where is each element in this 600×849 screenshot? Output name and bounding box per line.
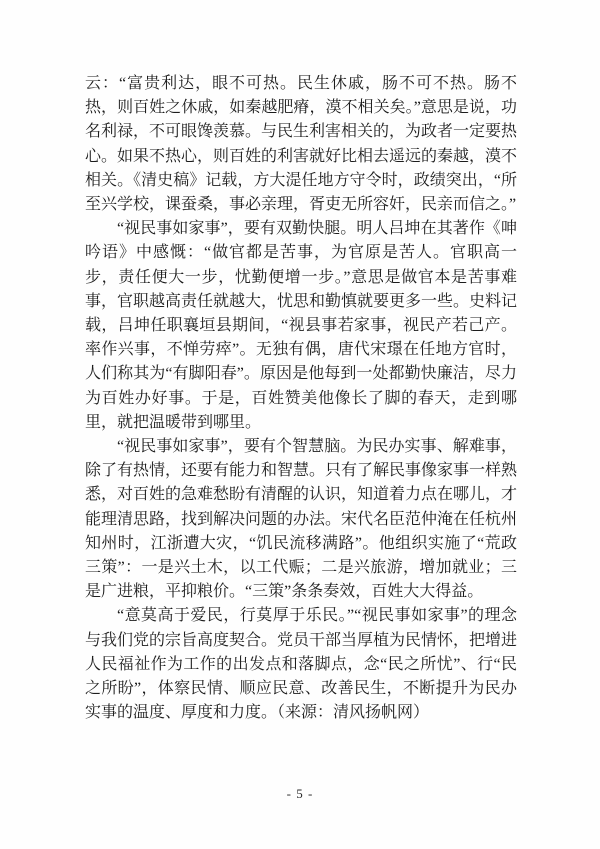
paragraph-continuation: 云：“富贵利达，眼不可热。民生休戚，肠不可不热。肠不热，则百姓之休戚，如秦越肥瘠，漠不相关矣。”意思是说，功名利禄，不可眼馋羡慕。与民生利害相关的，为政者一定要热心。如果不热心，则百姓的利害就好比相去遥远的秦越，漠不相关。《清史稿》记载，方大湜任地方守令时，政绩突出，“所至兴学校，课蚕桑，事必亲理，胥吏无所容奸，民亲而信之。” <box>85 75 518 214</box>
paragraph: “视民事如家事”，要有双勤快腿。明人吕坤在其著作《呻吟语》中感慨：“做官都是苦事，为官原是苦人。官职高一步，责任便大一步，忧勤便增一步。”意思是做官本是苦事难事，官职越高责任就越大，忧思和勤慎就要更多一些。史料记载，吕坤任职襄垣县期间，“视县事若家事，视民产若己产。率作兴事，不惮劳瘁”。无独有偶，唐代宋璟在任地方官时，人们称其为“有脚阳春”。原因是他每到一处都勤快廉洁，尽力为百姓办好事。于是，百姓赞美他像长了脚的春天，走到哪里，就把温暖带到哪里。 <box>85 220 518 431</box>
paragraph: “视民事如家事”，要有个智慧脑。为民办实事、解难事，除了有热情，还要有能力和智慧。只有了解民事像家事一样熟悉，对百姓的急难愁盼有清醒的认识，知道着力点在哪儿，才能理清思路，找到解决问题的办法。宋代名臣范仲淹在任杭州知州时，江浙遭大灾，“饥民流移满路”。他组织实施了“荒政三策”：一是兴土木，以工代赈；二是兴旅游，增加就业；三是广进粮，平抑粮价。“三策”条条奏效，百姓大大得益。 <box>85 438 518 601</box>
document-body-text <box>85 72 517 725</box>
page-number: - 5 - <box>286 786 314 801</box>
paragraph: “意莫高于爱民，行莫厚于乐民。”“视民事如家事”的理念与我们党的宗旨高度契合。党员干部当厚植为民情怀，把增进人民福祉作为工作的出发点和落脚点，念“民之所忧”、行“民之所盼”，体察民情、顺应民意、改善民生，不断提升为民办实事的温度、厚度和力度。（来源：清风扬帆网） <box>85 607 518 722</box>
